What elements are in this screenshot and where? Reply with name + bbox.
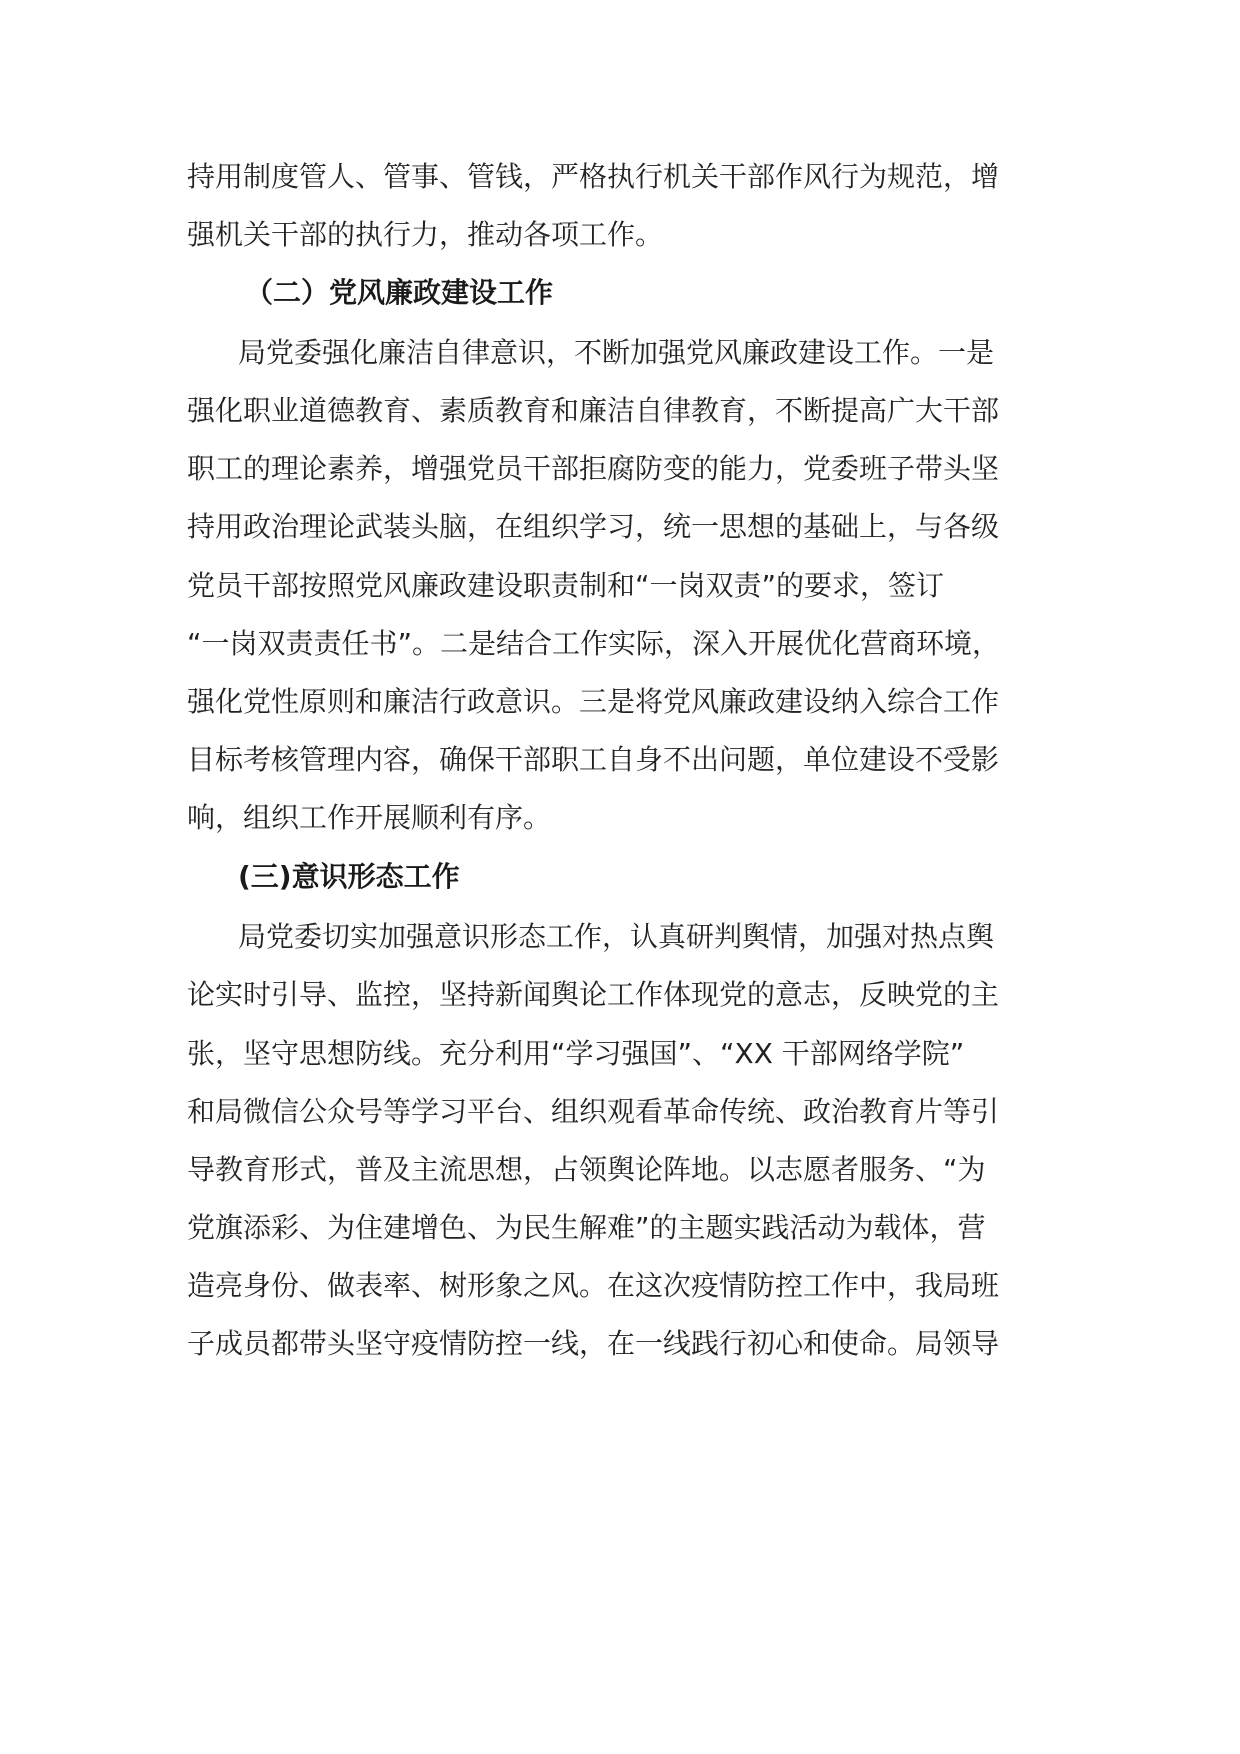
paragraph-line: 职工的理论素养，增强党员干部拒腐防变的能力，党委班子带头坚 (187, 452, 1000, 485)
paragraph-line: 持用政治理论武装头脑，在组织学习，统一思想的基础上，与各级 (187, 510, 1000, 543)
paragraph-line: 和局微信公众号等学习平台、组织观看革命传统、政治教育片等引 (187, 1095, 1000, 1128)
paragraph-line: 局党委强化廉洁自律意识，不断加强党风廉政建设工作。一是 (238, 336, 995, 369)
section-heading-party-conduct: （二）党风廉政建设工作 (245, 276, 554, 309)
paragraph-line: 强化党性原则和廉洁行政意识。三是将党风廉政建设纳入综合工作 (187, 685, 1000, 718)
paragraph-line: 强化职业道德教育、素质教育和廉洁自律教育，不断提高广大干部 (187, 394, 1000, 427)
paragraph-line: 目标考核管理内容，确保干部职工自身不出问题，单位建设不受影 (187, 743, 1000, 776)
paragraph-line: 张，坚守思想防线。充分利用“学习强国”、“XX 干部网络学院” (187, 1037, 965, 1070)
paragraph-line: 论实时引导、监控，坚持新闻舆论工作体现党的意志，反映党的主 (187, 978, 1000, 1011)
paragraph-line: “一岗双责责任书”。二是结合工作实际，深入开展优化营商环境， (187, 627, 1001, 660)
section-heading-ideology: (三)意识形态工作 (238, 860, 460, 893)
paragraph-line: 强机关干部的执行力，推动各项工作。 (187, 218, 664, 251)
paragraph-line: 党员干部按照党风廉政建设职责制和“一岗双责”的要求，签订 (187, 569, 945, 602)
paragraph-line: 持用制度管人、管事、管钱，严格执行机关干部作风行为规范，增 (187, 160, 1000, 193)
paragraph-line: 党旗添彩、为住建增色、为民生解难”的主题实践活动为载体，营 (187, 1211, 986, 1244)
paragraph-line: 局党委切实加强意识形态工作，认真研判舆情，加强对热点舆 (238, 920, 995, 953)
paragraph-line: 造亮身份、做表率、树形象之风。在这次疫情防控工作中，我局班 (187, 1269, 1000, 1302)
paragraph-line: 导教育形式，普及主流思想，占领舆论阵地。以志愿者服务、“为 (187, 1153, 986, 1186)
paragraph-line: 子成员都带头坚守疫情防控一线，在一线践行初心和使命。局领导 (187, 1327, 1000, 1360)
paragraph-line: 响，组织工作开展顺利有序。 (187, 801, 552, 834)
